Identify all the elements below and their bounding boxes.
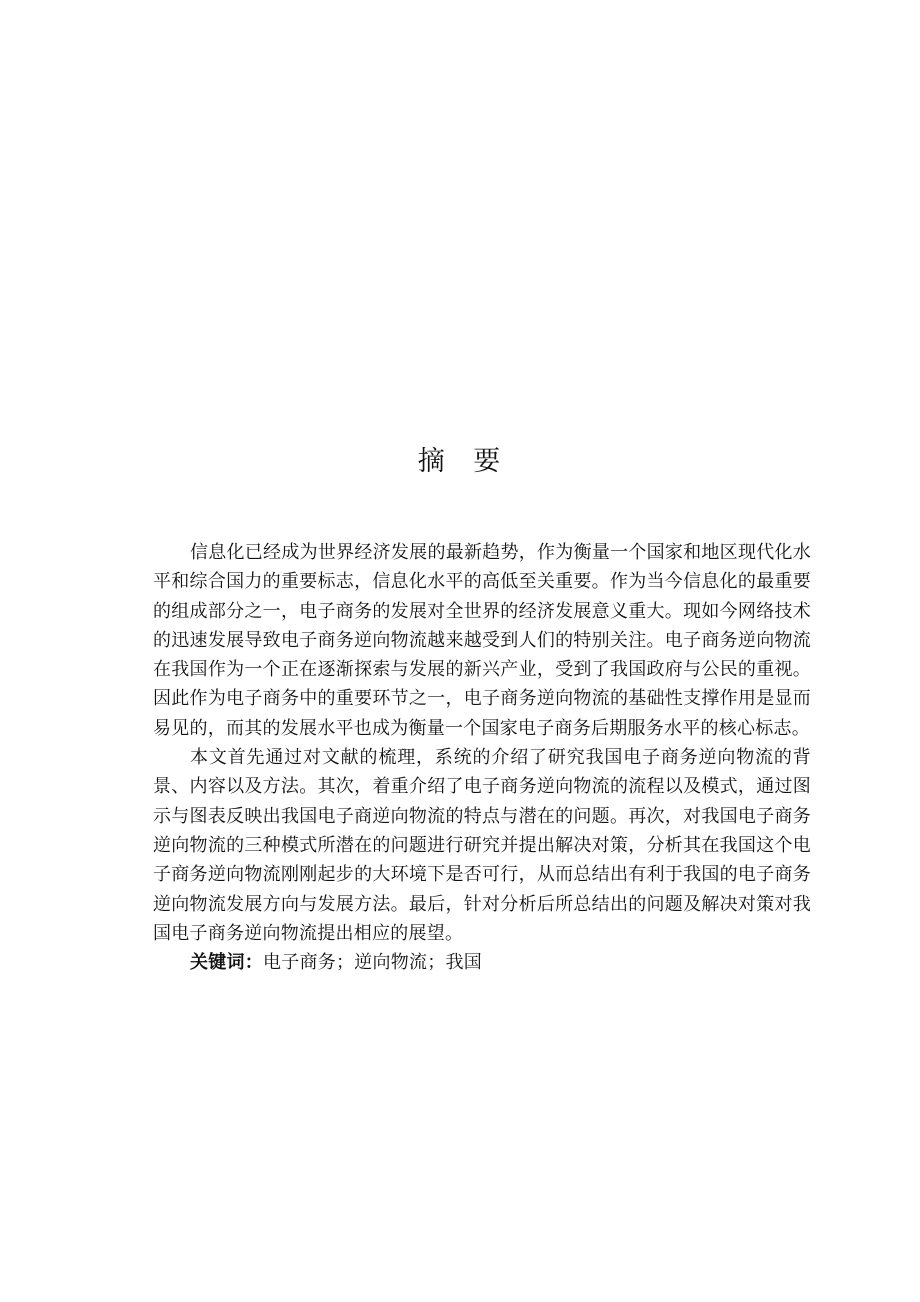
keywords-line — [153, 948, 811, 977]
keywords-label: 关键词： — [190, 952, 263, 974]
keywords-text: 电子商务；逆向物流；我国 — [263, 952, 482, 974]
abstract-body — [153, 538, 811, 977]
abstract-paragraph-2: 本文首先通过对文献的梳理，系统的介绍了研究我国电子商务逆向物流的背景、内容以及方法。其次，着重介绍了电子商务逆向物流的流程以及模式，通过图示与图表反映出我国电子商逆向物流的特点与潜在的问题。再次，对我国电子商务逆向物流的三种模式所潜在的问题进行研究并提出解决对策，分析其在我国这个电子商务逆向物流刚刚起步的大环境下是否可行，从而总结出有利于我国的电子商务逆向物流发展方向与发展方法。最后，针对分析后所总结出的问题及解决对策对我国电子商务逆向物流提出相应的展望。 — [153, 747, 811, 944]
page-title: 摘 要 — [417, 446, 511, 477]
abstract-paragraph-1: 信息化已经成为世界经济发展的最新趋势，作为衡量一个国家和地区现代化水平和综合国力的重要标志，信息化水平的高低至关重要。作为当今信息化的最重要的组成部分之一，电子商务的发展对全世界的经济发展意义重大。现如今网络技术的迅速发展导致电子商务逆向物流越来越受到人们的特别关注。电子商务逆向物流在我国作为一个正在逐渐探索与发展的新兴产业，受到了我国政府与公民的重视。因此作为电子商务中的重要环节之一，电子商务逆向物流的基础性支撑作用是显而易见的，而其的发展水平也成为衡量一个国家电子商务后期服务水平的核心标志。 — [153, 542, 811, 739]
